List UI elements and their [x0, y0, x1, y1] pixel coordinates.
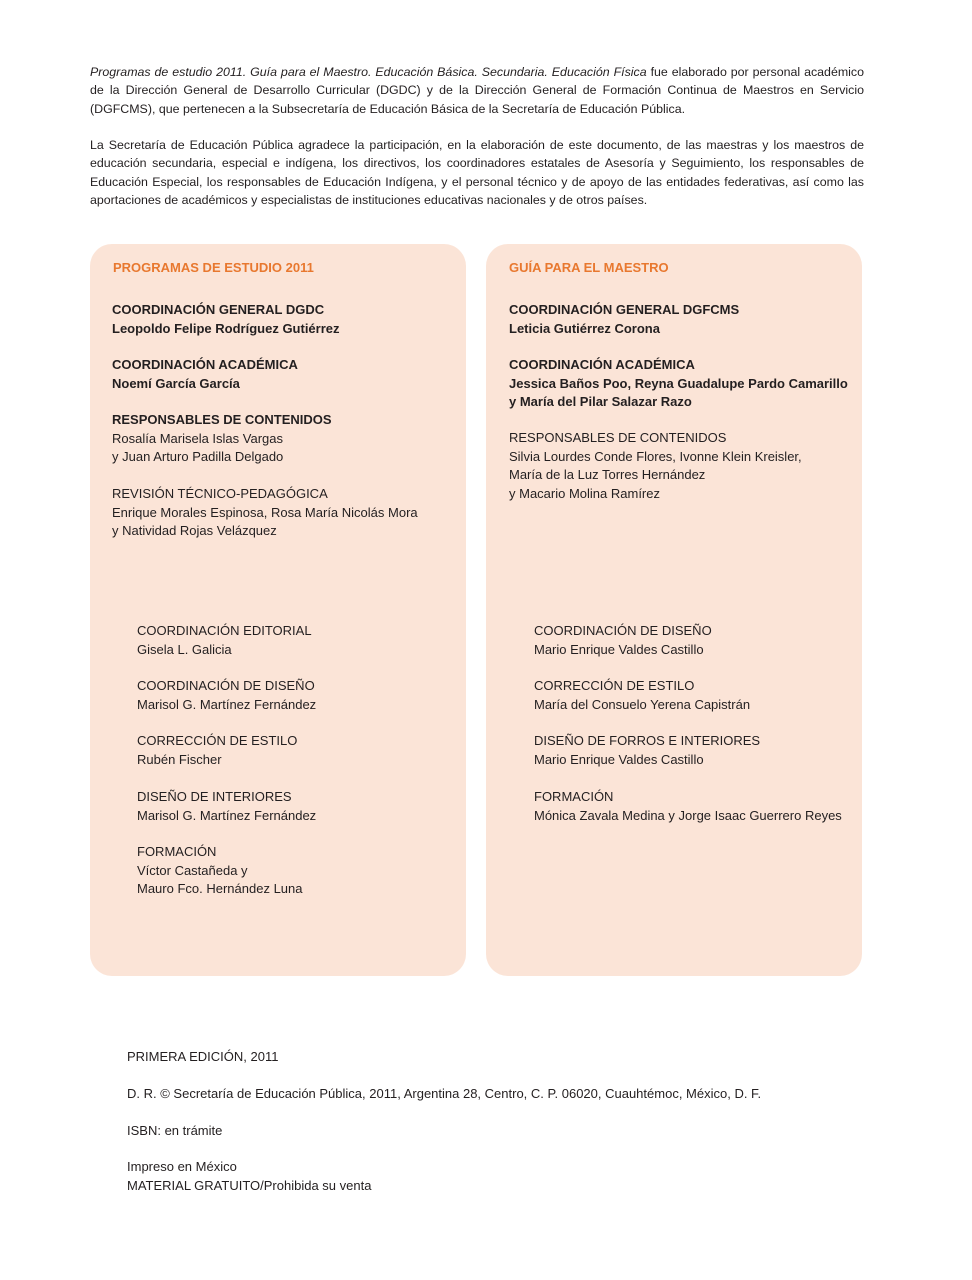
credit-revision-tecnico-pedagogica — [112, 485, 418, 541]
credit-name: Jessica Baños Poo, Reyna Guadalupe Pardo Camarillo — [509, 375, 848, 391]
credit-name: Noemí García García — [112, 375, 240, 391]
credits-panel-programas — [90, 244, 466, 976]
credit-name: Marisol G. Martínez Fernández — [137, 807, 317, 823]
isbn-line: ISBN: en trámite — [127, 1123, 223, 1138]
credit-name: Mauro Fco. Hernández Luna — [137, 881, 303, 896]
credit-coordinacion-academica — [509, 356, 848, 412]
publication-title: Programas de estudio 2011. Guía para el Maestro. Educación Básica. Secundaria. Educación Física — [90, 65, 647, 79]
credit-name: Gisela L. Galicia — [137, 641, 232, 657]
credit-name: Rubén Fischer — [137, 751, 222, 767]
credit-responsables-contenidos — [509, 429, 802, 503]
credit-name: y Natividad Rojas Velázquez — [112, 523, 277, 538]
intro-paragraph-1-text: fue elaborado por personal académico de la Dirección General de Desarrollo Curricular (DGDC) y de la Dirección General de Formación Continua de Maestros en Servicio (DGFCMS), que pertenecen a la Subsecretaría de Educación Básica de la Secretaría de Educación Pública. — [90, 65, 864, 116]
credit-coordinacion-diseno — [137, 677, 316, 714]
credit-formacion — [534, 788, 842, 825]
panel-title: PROGRAMAS DE ESTUDIO 2011 — [113, 260, 314, 275]
credit-label: COORDINACIÓN ACADÉMICA — [509, 357, 695, 372]
credit-name: Leopoldo Felipe Rodríguez Gutiérrez — [112, 320, 340, 336]
credit-label: DISEÑO DE INTERIORES — [137, 789, 292, 804]
credit-coordinacion-academica — [112, 356, 298, 393]
panel-title: GUÍA PARA EL MAESTRO — [509, 260, 669, 275]
credit-label: CORRECCIÓN DE ESTILO — [534, 678, 695, 693]
credit-responsables-contenidos — [112, 411, 332, 467]
printed-in-line: Impreso en México — [127, 1159, 237, 1174]
credit-name: Mario Enrique Valdes Castillo — [534, 751, 704, 767]
credit-correccion-estilo — [137, 732, 297, 769]
credit-label: COORDINACIÓN ACADÉMICA — [112, 357, 298, 372]
credit-label: COORDINACIÓN DE DISEÑO — [137, 678, 315, 693]
credit-label: COORDINACIÓN GENERAL DGFCMS — [509, 302, 740, 317]
credit-name: Silvia Lourdes Conde Flores, Ivonne Klein Kreisler, — [509, 448, 802, 464]
intro-paragraph-2: La Secretaría de Educación Pública agradece la participación, en la elaboración de este documento, de las maestras y los maestros de educación secundaria, especial e indígena, los directivos, los coordinadores estatales de Asesoría y Seguimiento, los responsables de Educación Especial, los responsables de Educación Indígena, y el personal técnico y de apoyo de las entidades federativas, así como las aportaciones de académicos y especialistas de instituciones educativas nacionales y de otros países. — [90, 138, 864, 208]
credit-name: Marisol G. Martínez Fernández — [137, 696, 317, 712]
credit-diseno-interiores — [137, 788, 316, 825]
credit-label: RESPONSABLES DE CONTENIDOS — [509, 430, 727, 445]
credits-panel-guia — [486, 244, 862, 976]
edition-line: PRIMERA EDICIÓN, 2011 — [127, 1049, 279, 1064]
credit-label: RESPONSABLES DE CONTENIDOS — [112, 412, 332, 427]
credit-name: y Macario Molina Ramírez — [509, 485, 660, 501]
credit-name: y María del Pilar Salazar Razo — [509, 394, 692, 409]
credit-coordinacion-general — [509, 301, 739, 338]
credit-coordinacion-general — [112, 301, 340, 338]
credit-name: y Juan Arturo Padilla Delgado — [112, 449, 284, 464]
credit-label: FORMACIÓN — [534, 789, 614, 804]
credit-label: REVISIÓN TÉCNICO-PEDAGÓGICA — [112, 486, 328, 501]
credit-label: FORMACIÓN — [137, 844, 217, 859]
credit-label: COORDINACIÓN GENERAL DGDC — [112, 302, 325, 317]
credit-coordinacion-editorial — [137, 622, 312, 659]
credit-name: Mario Enrique Valdes Castillo — [534, 641, 704, 657]
credit-name: Mónica Zavala Medina y Jorge Isaac Guerrero Reyes — [534, 807, 842, 823]
credit-label: DISEÑO DE FORROS E INTERIORES — [534, 733, 761, 748]
credit-name: María del Consuelo Yerena Capistrán — [534, 696, 751, 712]
credit-label: CORRECCIÓN DE ESTILO — [137, 733, 298, 748]
credit-name: Víctor Castañeda y — [137, 862, 248, 878]
credit-correccion-estilo — [534, 677, 750, 714]
free-material-line: MATERIAL GRATUITO/Prohibida su venta — [127, 1178, 372, 1193]
credit-name: Enrique Morales Espinosa, Rosa María Nicolás Mora — [112, 504, 418, 520]
credit-name: Rosalía Marisela Islas Vargas — [112, 430, 283, 446]
credit-label: COORDINACIÓN DE DISEÑO — [534, 623, 712, 638]
credit-formacion — [137, 843, 302, 899]
copyright-line: D. R. © Secretaría de Educación Pública, 2011, Argentina 28, Centro, C. P. 06020, Cuauhtémoc, México, D. F. — [127, 1086, 762, 1101]
credit-name: Leticia Gutiérrez Corona — [509, 320, 660, 336]
credit-diseno-forros — [534, 732, 760, 769]
credit-label: COORDINACIÓN EDITORIAL — [137, 623, 312, 638]
credit-name: María de la Luz Torres Hernández — [509, 467, 706, 482]
credit-coordinacion-diseno — [534, 622, 712, 659]
intro-paragraph-1 — [90, 63, 864, 118]
